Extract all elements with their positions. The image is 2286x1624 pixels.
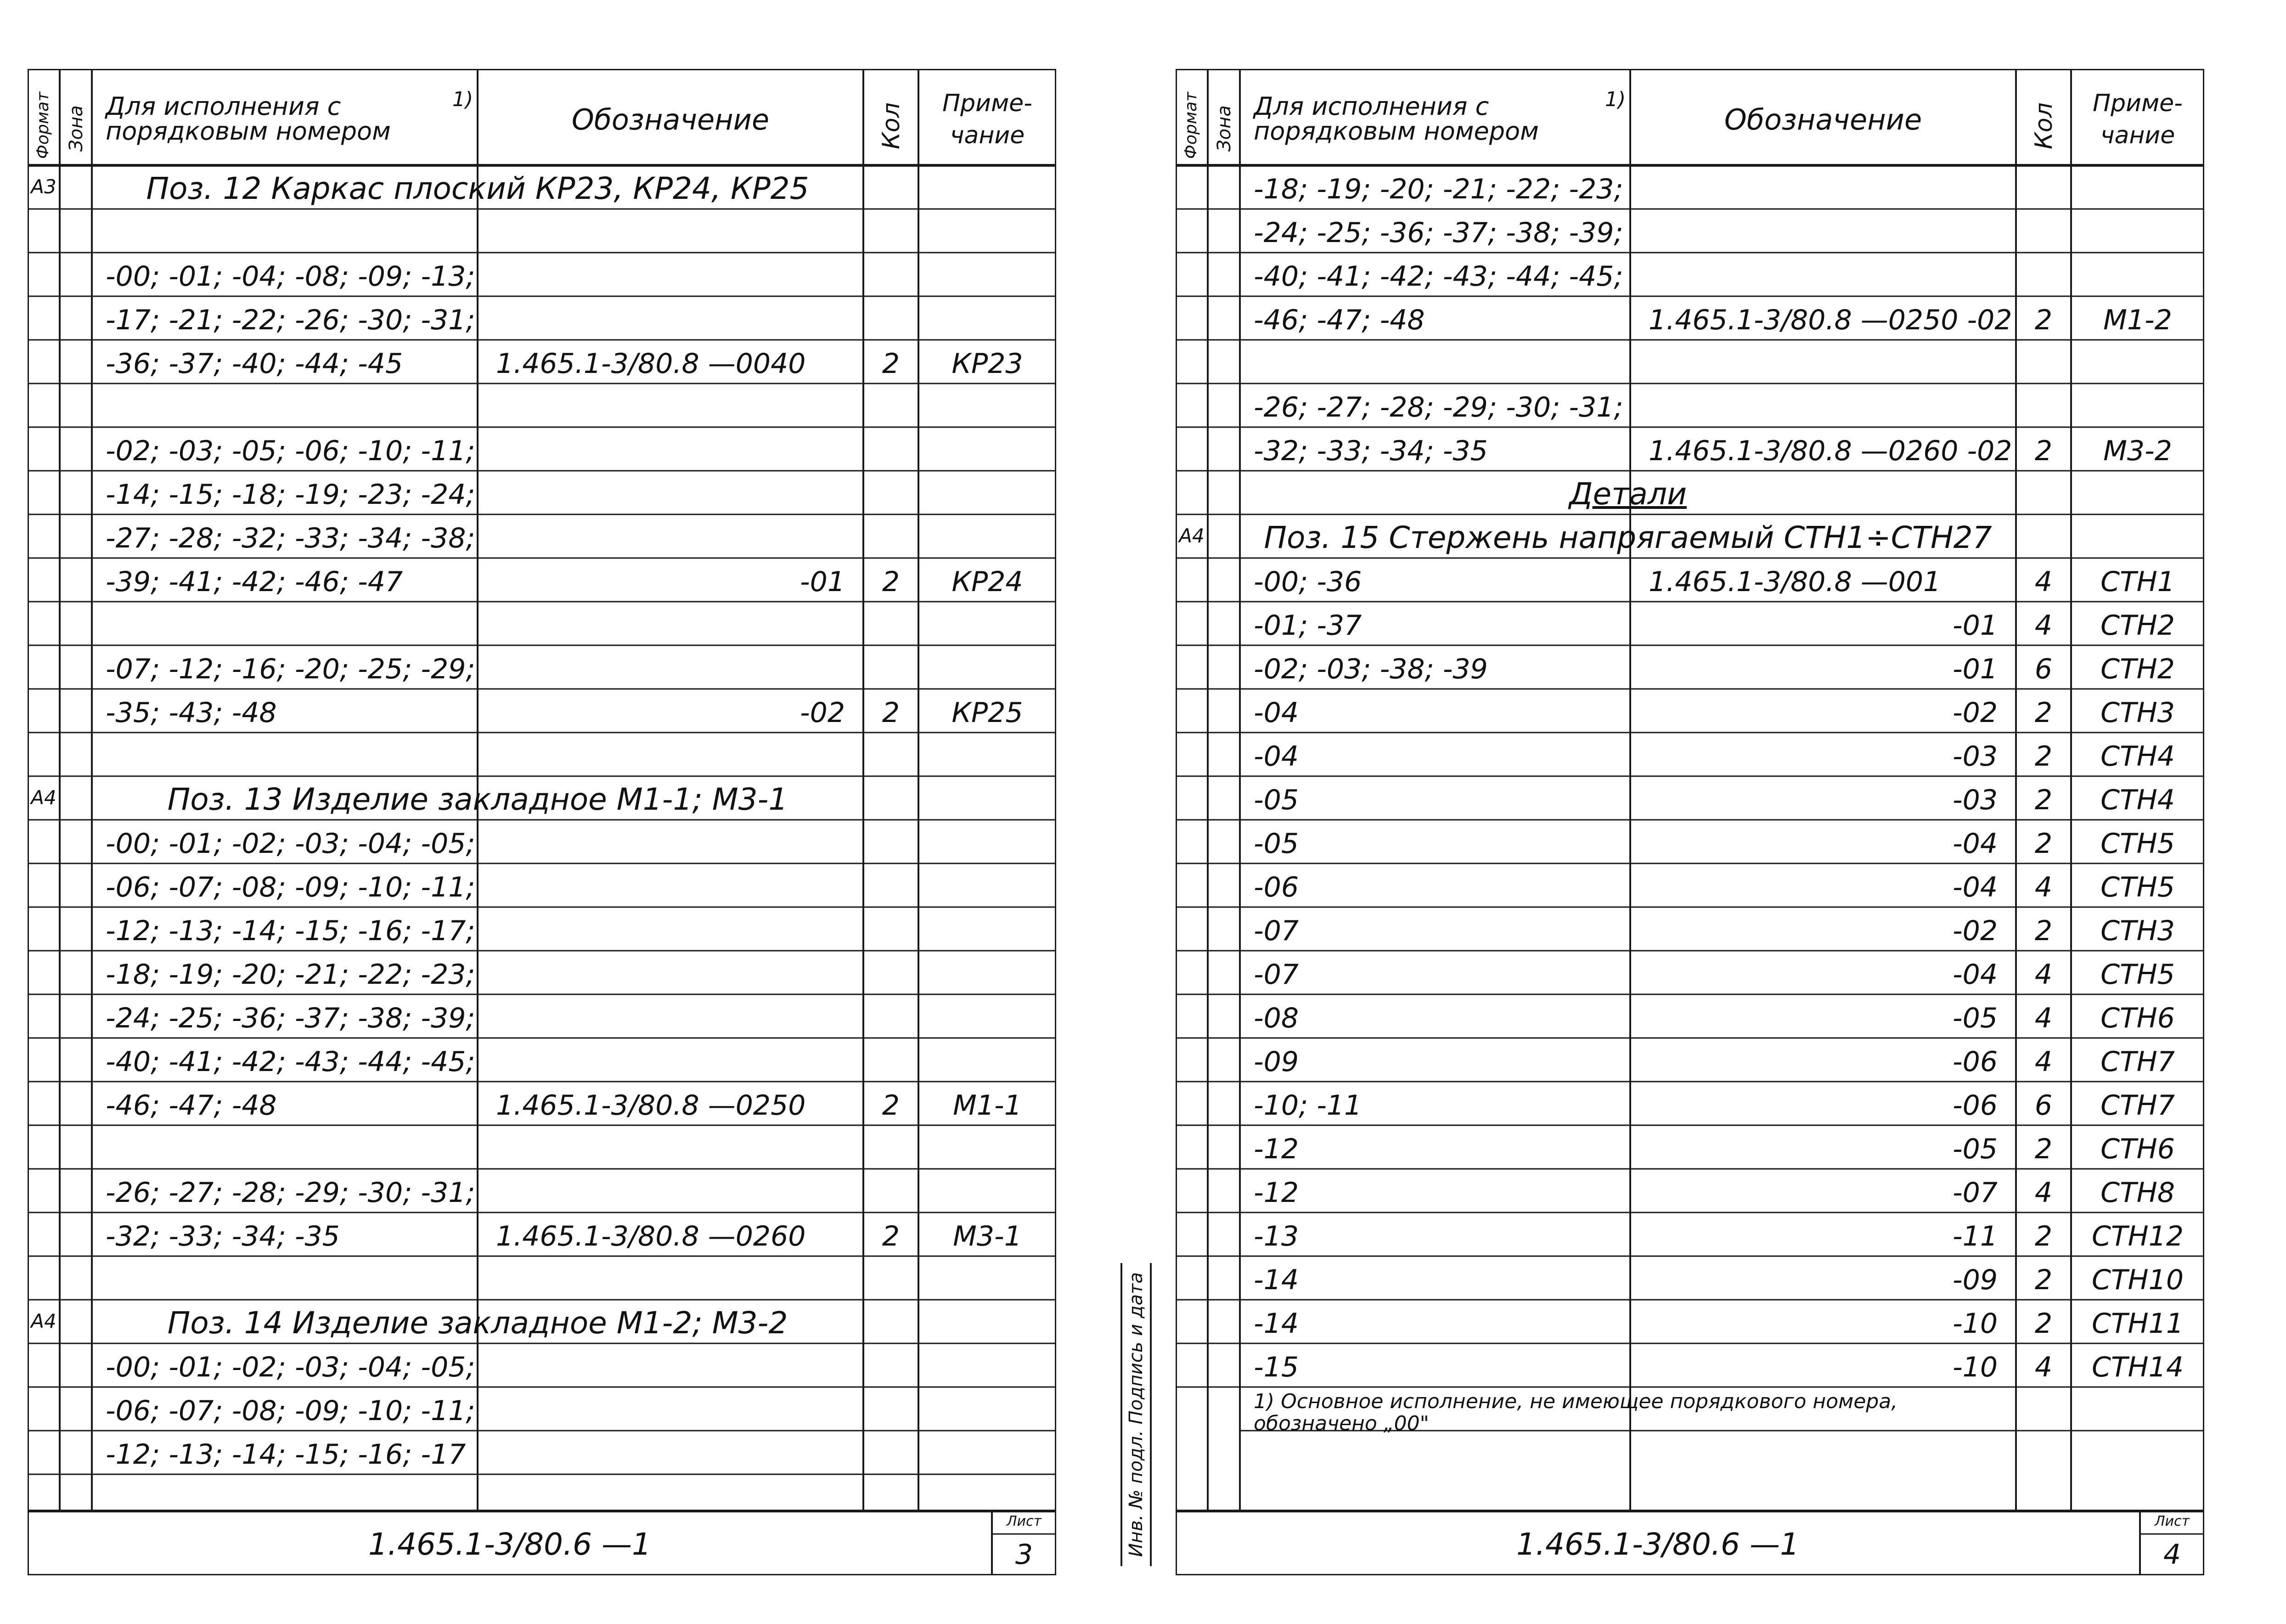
quantity: 4: [2034, 871, 2053, 903]
quantity: 2: [2034, 784, 2053, 816]
execution-numbers: -27; -28; -32; -33; -34; -38;: [106, 522, 475, 554]
designation-suffix: -04: [1953, 871, 1998, 903]
note-mark: СТН14: [2091, 1351, 2184, 1383]
designation-code: 1.465.1-3/80.8 —0250: [496, 1089, 806, 1122]
quantity: 6: [2034, 1089, 2053, 1122]
note-mark: СТН7: [2100, 1046, 2175, 1078]
execution-numbers: -40; -41; -42; -43; -44; -45;: [106, 1046, 475, 1078]
execution-numbers: -46; -47; -48: [1254, 304, 1425, 336]
note-mark: СТН2: [2100, 609, 2175, 642]
designation-suffix: -01: [1953, 653, 1998, 685]
header-designation: Обозначение: [1724, 103, 1922, 136]
note-mark: КР25: [952, 697, 1023, 729]
header-zone: Зона: [1214, 105, 1235, 152]
designation-suffix: -10: [1953, 1351, 1998, 1383]
execution-numbers: -39; -41; -42; -46; -47: [106, 566, 403, 598]
quantity: 2: [2034, 697, 2053, 729]
execution-numbers: -26; -27; -28; -29; -30; -31;: [1254, 391, 1623, 423]
note-mark: СТН6: [2100, 1002, 2175, 1034]
execution-numbers: -15: [1254, 1351, 1299, 1383]
note-mark: СТН10: [2091, 1264, 2184, 1296]
row-format: А4: [31, 1310, 56, 1332]
execution-numbers: -02; -03; -05; -06; -10; -11;: [106, 435, 475, 467]
execution-numbers: -35; -43; -48: [106, 697, 277, 729]
designation-suffix: -06: [1953, 1046, 1998, 1078]
designation-suffix: -03: [1953, 784, 1998, 816]
note-mark: М1-2: [2103, 304, 2172, 336]
execution-numbers: -10; -11: [1254, 1089, 1362, 1122]
header-note: Приме-чание: [2093, 90, 2183, 150]
header-designation: Обозначение: [571, 103, 770, 136]
position-heading: Поз. 15 Стержень напрягаемый СТН1÷СТН27: [1264, 520, 1992, 555]
quantity: 6: [2034, 653, 2053, 685]
designation-code: 1.465.1-3/80.8 —001: [1649, 566, 1941, 598]
execution-numbers: -01; -37: [1254, 609, 1362, 642]
quantity: 2: [2034, 740, 2053, 773]
quantity: 4: [2034, 1351, 2053, 1383]
execution-numbers: -00; -01; -04; -08; -09; -13;: [106, 260, 475, 293]
execution-numbers: -24; -25; -36; -37; -38; -39;: [106, 1002, 475, 1034]
sheet-label: Лист: [1006, 1513, 1042, 1529]
designation-suffix: -11: [1953, 1220, 1998, 1252]
execution-numbers: -07: [1254, 959, 1299, 991]
execution-numbers: -18; -19; -20; -21; -22; -23;: [1254, 173, 1623, 205]
document-code: 1.465.1-3/80.6 —1: [1516, 1527, 1799, 1562]
row-format: А4: [31, 786, 56, 809]
designation-suffix: -04: [1953, 828, 1998, 860]
execution-numbers: -18; -19; -20; -21; -22; -23;: [106, 959, 475, 991]
execution-numbers: -26; -27; -28; -29; -30; -31;: [106, 1177, 475, 1209]
position-heading: Поз. 13 Изделие закладное М1-1; М3-1: [167, 782, 788, 817]
quantity: 2: [2034, 435, 2053, 467]
execution-numbers: -32; -33; -34; -35: [1254, 435, 1488, 467]
designation-suffix: -02: [800, 697, 845, 729]
execution-numbers: -06; -07; -08; -09; -10; -11;: [106, 871, 475, 903]
header-execution-note: 1): [1605, 88, 1626, 111]
execution-numbers: -14: [1254, 1264, 1299, 1296]
note-mark: СТН11: [2091, 1308, 2184, 1340]
designation-suffix: -01: [1953, 609, 1998, 642]
header-format: Формат: [34, 91, 52, 159]
designation-suffix: -10: [1953, 1308, 1998, 1340]
quantity: 2: [882, 1089, 900, 1122]
note-mark: М1-1: [953, 1089, 1022, 1122]
note-mark: СТН3: [2100, 697, 2175, 729]
position-heading: Поз. 12 Каркас плоский КР23, КР24, КР25: [146, 171, 809, 206]
execution-numbers: -12; -13; -14; -15; -16; -17: [106, 1438, 466, 1471]
execution-numbers: -32; -33; -34; -35: [106, 1220, 340, 1252]
quantity: 2: [882, 697, 900, 729]
spec-sheet-4: [1176, 69, 2204, 1575]
header-execution-note: 1): [452, 88, 473, 111]
note-mark: СТН5: [2100, 871, 2175, 903]
execution-numbers: -07; -12; -16; -20; -25; -29;: [106, 653, 475, 685]
sheet-number: 4: [2163, 1539, 2181, 1571]
designation-suffix: -02: [1953, 915, 1998, 947]
execution-numbers: -04: [1254, 697, 1299, 729]
quantity: 2: [2034, 1264, 2053, 1296]
quantity: 2: [2034, 304, 2053, 336]
execution-numbers: -04: [1254, 740, 1299, 773]
quantity: 2: [882, 1220, 900, 1252]
designation-suffix: -02: [1953, 697, 1998, 729]
designation-suffix: -03: [1953, 740, 1998, 773]
quantity: 4: [2034, 1002, 2053, 1034]
quantity: 2: [882, 348, 900, 380]
position-heading: Поз. 14 Изделие закладное М1-2; М3-2: [167, 1305, 788, 1341]
execution-numbers: -05: [1254, 784, 1299, 816]
note-mark: СТН5: [2100, 959, 2175, 991]
quantity: 4: [2034, 566, 2053, 598]
note-mark: СТН6: [2100, 1133, 2175, 1165]
note-mark: СТН7: [2100, 1089, 2175, 1122]
designation-suffix: -09: [1953, 1264, 1998, 1296]
designation-code: 1.465.1-3/80.8 —0040: [496, 348, 806, 380]
sheet-number: 3: [1015, 1539, 1033, 1571]
section-title: Детали: [1569, 476, 1687, 512]
note-mark: М3-1: [953, 1220, 1022, 1252]
quantity: 2: [2034, 1308, 2053, 1340]
note-mark: СТН12: [2091, 1220, 2184, 1252]
quantity: 2: [2034, 915, 2053, 947]
header-zone: Зона: [66, 105, 87, 152]
quantity: 2: [882, 566, 900, 598]
sheet-label: Лист: [2154, 1513, 2190, 1529]
execution-numbers: -17; -21; -22; -26; -30; -31;: [106, 304, 475, 336]
row-format: А3: [31, 175, 56, 198]
execution-numbers: -12; -13; -14; -15; -16; -17;: [106, 915, 475, 947]
quantity: 4: [2034, 609, 2053, 642]
table-grid: [1176, 69, 2204, 1575]
footnote: 1) Основное исполнение, не имеющее порядкового номера, обозначено „00": [1254, 1390, 1898, 1436]
note-mark: КР24: [952, 566, 1023, 598]
header-format: Формат: [1182, 91, 1200, 159]
designation-code: 1.465.1-3/80.8 —0260: [496, 1220, 806, 1252]
quantity: 4: [2034, 1177, 2053, 1209]
document-code: 1.465.1-3/80.6 —1: [368, 1527, 651, 1562]
table-grid: [28, 69, 1056, 1575]
header-qty: Кол: [2030, 102, 2058, 149]
execution-numbers: -09: [1254, 1046, 1299, 1078]
side-stamp: Инв. № подл. Подпись и дата: [1120, 1263, 1152, 1566]
header-note: Приме-чание: [942, 90, 1032, 150]
note-mark: СТН4: [2100, 740, 2175, 773]
quantity: 2: [2034, 828, 2053, 860]
execution-numbers: -14: [1254, 1308, 1299, 1340]
spec-sheet-3: [28, 69, 1056, 1575]
designation-suffix: -05: [1953, 1133, 1998, 1165]
header-execution: Для исполнения с порядковым номером: [106, 92, 391, 146]
note-mark: СТН3: [2100, 915, 2175, 947]
quantity: 2: [2034, 1220, 2053, 1252]
note-mark: СТН5: [2100, 828, 2175, 860]
note-mark: СТН2: [2100, 653, 2175, 685]
designation-code: 1.465.1-3/80.8 —0250 -02: [1649, 304, 2012, 336]
execution-numbers: -07: [1254, 915, 1299, 947]
designation-suffix: -06: [1953, 1089, 1998, 1122]
header-qty: Кол: [878, 102, 905, 149]
execution-numbers: -00; -36: [1254, 566, 1362, 598]
execution-numbers: -12: [1254, 1133, 1299, 1165]
designation-suffix: -04: [1953, 959, 1998, 991]
execution-numbers: -08: [1254, 1002, 1299, 1034]
execution-numbers: -46; -47; -48: [106, 1089, 277, 1122]
execution-numbers: -40; -41; -42; -43; -44; -45;: [1254, 260, 1623, 293]
execution-numbers: -05: [1254, 828, 1299, 860]
note-mark: СТН1: [2100, 566, 2175, 598]
execution-numbers: -36; -37; -40; -44; -45: [106, 348, 403, 380]
execution-numbers: -06: [1254, 871, 1299, 903]
designation-suffix: -05: [1953, 1002, 1998, 1034]
row-format: А4: [1179, 524, 1205, 547]
execution-numbers: -00; -01; -02; -03; -04; -05;: [106, 828, 475, 860]
execution-numbers: -02; -03; -38; -39: [1254, 653, 1488, 685]
quantity: 2: [2034, 1133, 2053, 1165]
note-mark: КР23: [952, 348, 1023, 380]
header-execution: Для исполнения с порядковым номером: [1254, 92, 1539, 146]
quantity: 4: [2034, 959, 2053, 991]
execution-numbers: -12: [1254, 1177, 1299, 1209]
execution-numbers: -06; -07; -08; -09; -10; -11;: [106, 1395, 475, 1427]
designation-suffix: -07: [1953, 1177, 1998, 1209]
designation-suffix: -01: [800, 566, 845, 598]
execution-numbers: -13: [1254, 1220, 1299, 1252]
quantity: 4: [2034, 1046, 2053, 1078]
designation-code: 1.465.1-3/80.8 —0260 -02: [1649, 435, 2012, 467]
execution-numbers: -14; -15; -18; -19; -23; -24;: [106, 479, 475, 511]
note-mark: М3-2: [2103, 435, 2172, 467]
execution-numbers: -24; -25; -36; -37; -38; -39;: [1254, 217, 1623, 249]
note-mark: СТН4: [2100, 784, 2175, 816]
execution-numbers: -00; -01; -02; -03; -04; -05;: [106, 1351, 475, 1383]
note-mark: СТН8: [2100, 1177, 2175, 1209]
